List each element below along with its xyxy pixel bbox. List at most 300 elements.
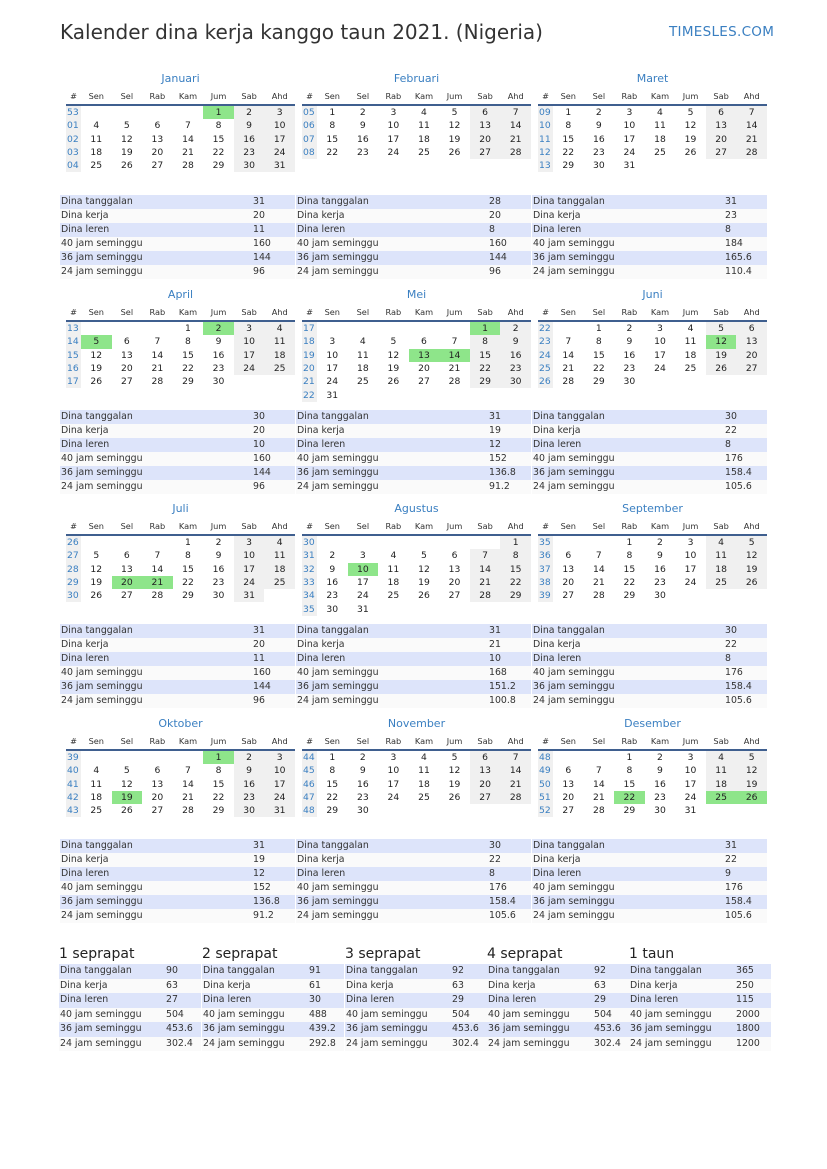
weekday-header: Ahd: [264, 733, 295, 750]
month-calendar: [538, 288, 767, 388]
week-number: 13: [538, 159, 553, 172]
day-cell: 24: [387, 792, 400, 804]
day-cell: 24: [264, 146, 295, 159]
stat-row: [532, 424, 767, 438]
day-cell: [584, 750, 615, 764]
day-cell: 15: [212, 778, 225, 790]
stat-value: 22: [725, 639, 737, 650]
weekday-header: Sen: [81, 304, 112, 321]
summary-value: 453.6: [452, 1023, 479, 1034]
day-cell: 3: [626, 107, 633, 119]
day-cell: 28: [470, 589, 501, 602]
summary-label: Dina tanggalan: [60, 965, 132, 976]
day-cell: [378, 804, 409, 817]
summary-label: Dina tanggalan: [488, 965, 560, 976]
day-cell: 24: [264, 791, 295, 804]
day-cell: 17: [654, 349, 666, 361]
day-cell: 21: [500, 133, 531, 146]
week-number-header: #: [302, 88, 317, 105]
summary-value: 504: [166, 1008, 184, 1020]
day-cell: 16: [654, 778, 666, 790]
day-cell: 4: [657, 107, 663, 119]
weekday-header: Sel: [112, 88, 143, 105]
day-cell: 28: [592, 590, 605, 602]
month-grid: [302, 733, 531, 817]
stat-row: [60, 881, 295, 895]
day-cell: 15: [623, 778, 636, 790]
stat-value: 22: [725, 854, 737, 865]
summary-row: [345, 1008, 487, 1023]
day-cell: 3: [234, 321, 265, 335]
day-cell: 17: [356, 577, 369, 589]
weekday-header: Jum: [203, 518, 234, 535]
day-cell: 23: [356, 147, 369, 159]
weekday-header: Sen: [553, 518, 584, 535]
stat-row: [296, 909, 531, 923]
day-cell: 18: [418, 778, 430, 790]
stat-value: 31: [253, 196, 265, 207]
month-grid: [538, 304, 767, 388]
stat-value: 8: [489, 224, 495, 235]
stat-row: [532, 466, 767, 480]
summary-value: 1200: [736, 1037, 760, 1049]
summary-row: [345, 979, 487, 994]
summary-section: [202, 944, 344, 1051]
day-cell: 21: [592, 792, 605, 804]
weekday-header: Rab: [378, 304, 409, 321]
stat-value: 158.4: [489, 896, 516, 907]
day-cell: 26: [736, 576, 767, 589]
day-cell: 16: [212, 349, 225, 361]
day-cell: 13: [448, 563, 461, 575]
stat-label: 36 jam seminggu: [61, 896, 143, 907]
weekday-header: Rab: [378, 518, 409, 535]
site-brand-link[interactable]: TIMESLES.COM: [669, 24, 775, 40]
day-cell: 1: [595, 323, 602, 335]
stat-row: [60, 895, 295, 909]
week-row: [538, 764, 767, 777]
week-number: 10: [538, 119, 553, 132]
day-cell: 26: [120, 160, 133, 172]
weekday-header: Jum: [203, 88, 234, 105]
week-number: 16: [66, 362, 81, 375]
day-cell: 12: [448, 765, 461, 777]
summary-row: [345, 964, 487, 979]
weekday-header: Rab: [614, 88, 645, 105]
summary-label: Dina tanggalan: [630, 965, 702, 976]
day-cell: 12: [448, 120, 461, 132]
day-cell: 3: [264, 750, 295, 764]
stat-label: 24 jam seminggu: [297, 266, 379, 277]
month-name: Maret: [636, 72, 669, 85]
weekday-header: Rab: [142, 304, 173, 321]
day-cell: 1: [500, 535, 531, 549]
week-number-header: #: [66, 304, 81, 321]
month-calendar: [538, 72, 767, 172]
weekday-header: Jum: [675, 304, 706, 321]
weekday-header: Ahd: [736, 733, 767, 750]
day-cell: [264, 375, 295, 388]
weekday-header: Sel: [348, 733, 379, 750]
stat-row: [532, 223, 767, 237]
stat-row: [296, 480, 531, 494]
day-cell: 12: [387, 349, 400, 361]
summary-label: Dina kerja: [60, 979, 108, 991]
day-cell: 24: [684, 577, 697, 589]
day-cell: [470, 535, 501, 549]
day-cell: 30: [592, 160, 605, 172]
day-cell: [81, 105, 112, 119]
stat-row: [532, 895, 767, 909]
day-cell: [736, 589, 767, 602]
day-cell: 28: [182, 805, 194, 817]
day-cell: 31: [356, 603, 369, 615]
week-number-header: #: [538, 518, 553, 535]
day-cell: 9: [500, 335, 531, 348]
stat-label: Dina leren: [297, 868, 346, 879]
stat-value: 21: [489, 639, 501, 650]
stat-row: [296, 424, 531, 438]
weekday-header: Sel: [348, 518, 379, 535]
stat-row: [532, 265, 767, 279]
day-cell: 10: [387, 120, 400, 132]
month-grid: [538, 518, 767, 602]
weekday-header: Sab: [234, 88, 265, 105]
day-cell: 27: [736, 362, 767, 375]
day-cell: 27: [706, 146, 737, 159]
day-cell: 25: [387, 590, 400, 602]
stat-value: 96: [253, 481, 265, 492]
day-cell: [675, 375, 706, 388]
week-number: 26: [538, 375, 553, 388]
day-cell: 1: [470, 321, 501, 335]
day-cell: [439, 388, 470, 401]
day-cell: 21: [151, 363, 164, 375]
week-number: 32: [302, 563, 317, 576]
week-number: 36: [538, 549, 553, 562]
stat-value: 96: [489, 266, 501, 277]
weekday-header: Kam: [173, 518, 204, 535]
day-cell: 2: [215, 537, 222, 549]
day-cell: 31: [684, 805, 697, 817]
day-cell: 28: [500, 146, 531, 159]
week-row: [538, 375, 767, 388]
day-cell: 25: [706, 576, 737, 589]
day-cell: 22: [562, 147, 575, 159]
day-cell: 14: [736, 119, 767, 132]
stat-row: [60, 265, 295, 279]
day-cell: 20: [736, 349, 767, 362]
day-cell: 21: [500, 778, 531, 791]
day-cell: 4: [421, 752, 427, 764]
stat-value: 9: [725, 868, 731, 879]
weekday-header: Kam: [173, 88, 204, 105]
stat-value: 96: [253, 266, 265, 277]
stat-value: 10: [253, 439, 265, 450]
stat-value: 144: [253, 681, 271, 692]
day-cell: 8: [329, 765, 336, 777]
stat-label: Dina tanggalan: [61, 196, 133, 207]
stat-row: [296, 867, 531, 881]
stat-row: [296, 881, 531, 895]
stat-row: [60, 853, 295, 867]
weekday-header: Sen: [553, 304, 584, 321]
summary-value: 91: [309, 965, 321, 976]
weekday-header: Sen: [553, 88, 584, 105]
stat-label: Dina leren: [533, 224, 582, 235]
day-cell: 9: [657, 765, 663, 777]
day-cell: 7: [185, 120, 191, 132]
month-stats: [532, 195, 767, 279]
day-cell: 29: [623, 805, 636, 817]
stat-label: Dina tanggalan: [297, 625, 369, 636]
week-number: 22: [302, 388, 317, 401]
weekday-header: Sel: [584, 518, 615, 535]
summary-label: 40 jam seminggu: [346, 1008, 428, 1020]
summary-value: 63: [594, 979, 606, 991]
day-cell: 12: [90, 349, 103, 361]
day-cell: 4: [687, 323, 694, 335]
day-cell: 17: [684, 778, 697, 790]
day-cell: 24: [387, 147, 400, 159]
stat-label: 40 jam seminggu: [297, 453, 379, 464]
summary-label: 36 jam seminggu: [60, 1023, 142, 1034]
week-row: [66, 589, 295, 602]
day-cell: 27: [151, 805, 164, 817]
day-cell: 15: [623, 563, 636, 575]
stat-label: Dina kerja: [61, 639, 109, 650]
day-cell: 23: [212, 577, 225, 589]
day-cell: 4: [421, 107, 427, 119]
day-cell: [409, 602, 440, 615]
day-cell: 28: [448, 376, 461, 388]
stat-row: [532, 638, 767, 652]
week-number: 30: [66, 589, 81, 602]
month-name: Januari: [161, 72, 200, 85]
day-cell: 25: [706, 791, 737, 804]
week-number: 48: [302, 804, 317, 817]
day-cell: 18: [387, 577, 400, 589]
day-cell: [439, 804, 470, 817]
stat-row: [532, 237, 767, 251]
summary-section: [487, 944, 629, 1051]
day-cell: 1: [185, 323, 191, 335]
day-cell: 13: [120, 349, 133, 361]
day-cell: 26: [706, 362, 737, 375]
day-cell: 6: [451, 550, 458, 562]
day-cell: 25: [264, 576, 295, 589]
stat-value: 100.8: [489, 695, 516, 706]
week-number: 43: [66, 804, 81, 817]
day-cell: 14: [592, 563, 605, 575]
day-cell: 13: [120, 563, 133, 575]
week-row: [538, 589, 767, 602]
month-stats: [532, 624, 767, 708]
day-cell: 20: [706, 133, 737, 146]
week-number: 47: [302, 791, 317, 804]
weekday-header: Sab: [234, 733, 265, 750]
week-row: [538, 791, 767, 804]
stat-row: [532, 694, 767, 708]
weekday-header: Jum: [203, 304, 234, 321]
stat-label: 36 jam seminggu: [297, 252, 379, 263]
week-row: [302, 105, 531, 119]
weekday-header: Kam: [173, 304, 204, 321]
weekday-header: Ahd: [500, 88, 531, 105]
day-cell: 6: [123, 336, 130, 348]
weekday-header: Sab: [470, 518, 501, 535]
weekday-header: Sel: [112, 304, 143, 321]
day-cell: 28: [500, 791, 531, 804]
day-cell: 22: [500, 576, 531, 589]
stat-row: [296, 839, 531, 853]
day-cell: 22: [592, 363, 605, 375]
summary-value: 27: [166, 994, 178, 1005]
day-cell: 29: [500, 589, 531, 602]
day-cell: 14: [500, 119, 531, 132]
day-cell: 9: [359, 120, 366, 132]
week-number-header: #: [66, 88, 81, 105]
stat-row: [532, 853, 767, 867]
week-row: [538, 549, 767, 562]
summary-title: 1 taun: [629, 946, 675, 962]
summary-value: 302.4: [594, 1037, 621, 1049]
summary-row: [59, 964, 201, 979]
stat-label: Dina kerja: [533, 854, 581, 865]
week-number-header: #: [538, 88, 553, 105]
weekday-header: Jum: [439, 518, 470, 535]
day-cell: 25: [356, 376, 369, 388]
stat-row: [60, 452, 295, 466]
weekday-header: Sel: [348, 88, 379, 105]
stat-value: 105.6: [725, 695, 752, 706]
stat-value: 151.2: [489, 681, 516, 692]
stat-label: Dina leren: [297, 224, 346, 235]
weekday-header: Sel: [348, 304, 379, 321]
day-cell: [409, 804, 440, 817]
week-row: [302, 549, 531, 562]
day-cell: 16: [356, 778, 369, 790]
month-name: Februari: [393, 72, 440, 85]
week-number: 24: [538, 349, 553, 362]
week-number: 06: [302, 119, 317, 132]
day-cell: 12: [684, 120, 697, 132]
week-row: [538, 335, 767, 348]
weekday-header: Sen: [81, 88, 112, 105]
stat-label: 24 jam seminggu: [297, 481, 379, 492]
summary-label: Dina leren: [488, 994, 537, 1005]
day-cell: 2: [359, 107, 366, 119]
week-row: [66, 804, 295, 817]
summary-label: 36 jam seminggu: [203, 1023, 285, 1034]
week-row: [66, 335, 295, 348]
day-cell: 23: [234, 791, 265, 804]
week-number-header: #: [66, 518, 81, 535]
day-cell: 3: [329, 336, 336, 348]
stat-value: 19: [253, 854, 265, 865]
day-cell: [81, 535, 112, 549]
day-cell: 30: [234, 159, 265, 172]
stat-label: 36 jam seminggu: [533, 896, 615, 907]
month-name: Juli: [172, 502, 189, 515]
day-cell: [706, 804, 737, 817]
day-cell: 20: [470, 778, 501, 791]
day-cell: [81, 750, 112, 764]
month-grid: [302, 304, 531, 402]
day-cell: 18: [706, 778, 737, 791]
stat-label: 24 jam seminggu: [61, 266, 143, 277]
stat-value: 105.6: [489, 910, 516, 921]
day-cell: 7: [595, 765, 602, 777]
weekday-header: Kam: [645, 518, 676, 535]
day-cell: 5: [81, 335, 112, 348]
stat-label: 24 jam seminggu: [297, 910, 379, 921]
day-cell: [470, 804, 501, 817]
day-cell: 17: [684, 563, 697, 575]
weekday-header: Sen: [81, 518, 112, 535]
day-cell: 29: [623, 590, 636, 602]
day-cell: 16: [356, 133, 369, 145]
day-cell: [500, 388, 531, 401]
stat-row: [60, 209, 295, 223]
stat-value: 8: [725, 224, 731, 235]
day-cell: 1: [329, 752, 336, 764]
week-number: 20: [302, 362, 317, 375]
day-cell: 18: [90, 792, 103, 804]
day-cell: 9: [595, 120, 602, 132]
day-cell: 15: [326, 133, 339, 145]
day-cell: [81, 321, 112, 335]
stat-row: [532, 680, 767, 694]
stat-value: 10: [489, 653, 501, 664]
stat-label: Dina kerja: [61, 425, 109, 436]
summary-value: 1800: [736, 1023, 760, 1034]
week-row: [302, 133, 531, 146]
day-cell: 22: [182, 363, 194, 375]
day-cell: 10: [684, 550, 697, 562]
day-cell: 28: [562, 376, 575, 388]
summary-row: [487, 1022, 629, 1037]
week-number: 08: [302, 146, 317, 159]
month-name: September: [622, 502, 683, 515]
weekday-header: Kam: [409, 88, 440, 105]
stat-value: 31: [725, 840, 737, 851]
day-cell: 27: [448, 590, 461, 602]
day-cell: 19: [448, 133, 461, 145]
day-cell: 31: [326, 389, 339, 401]
day-cell: 22: [212, 792, 225, 804]
day-cell: 6: [565, 550, 572, 562]
day-cell: 27: [562, 805, 575, 817]
stat-row: [532, 480, 767, 494]
month-grid: [302, 88, 531, 159]
day-cell: 29: [592, 376, 605, 388]
day-cell: [378, 535, 409, 549]
summary-row: [487, 979, 629, 994]
week-row: [66, 549, 295, 562]
summary-value: 29: [452, 994, 464, 1005]
day-cell: 10: [264, 764, 295, 777]
day-cell: 21: [182, 147, 194, 159]
stat-row: [296, 624, 531, 638]
summary-value: 115: [736, 994, 754, 1005]
stat-value: 20: [253, 210, 265, 221]
stat-value: 30: [725, 411, 737, 422]
week-row: [66, 576, 295, 589]
stat-row: [532, 867, 767, 881]
stat-row: [296, 638, 531, 652]
weekday-header: Sab: [470, 733, 501, 750]
